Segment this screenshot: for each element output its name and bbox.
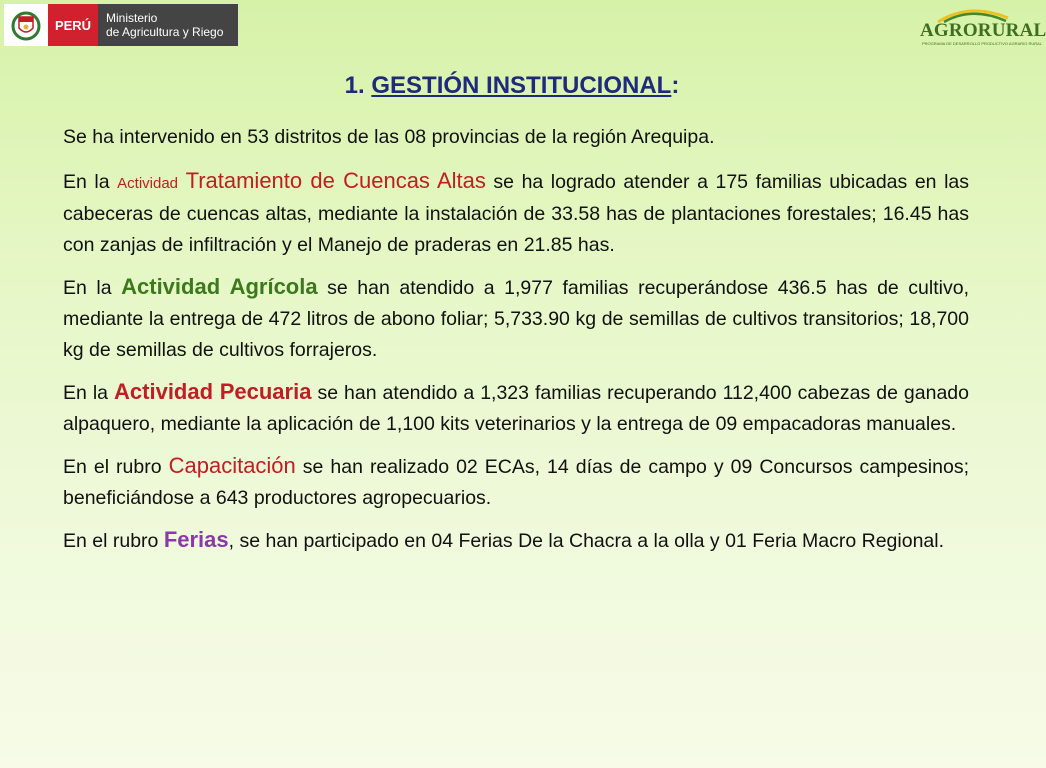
text-run: En la bbox=[63, 382, 115, 404]
agrorural-logo-text: AGRORURAL bbox=[920, 20, 1046, 41]
text-run: se han atendido a 1,323 familias recuperando 112,400 cabezas de ganado alpaquero, mediante la aplicación de 1,100 kits veterinarios y la entrega de 09 empacadoras manuales. bbox=[63, 382, 969, 435]
text-run: , se han participado en 04 Ferias De la Chacra a la olla y 01 Feria Macro Regional. bbox=[228, 530, 945, 552]
keyword-actividad: Actividad bbox=[117, 175, 179, 192]
agrorural-logo bbox=[918, 4, 1046, 48]
paragraph-ferias bbox=[63, 524, 969, 557]
text-run: En la bbox=[63, 171, 118, 193]
title-colon: : bbox=[671, 72, 680, 99]
slide-body bbox=[63, 122, 969, 567]
text-run: se han atendido a 1,977 familias recuperándose 436.5 has de cultivo, mediante la entrega de 472 litros de abono foliar; 5,733.90 kg de semillas de cultivos transitorios; 18,700 kg de semillas de cultivos forrajeros. bbox=[63, 277, 969, 361]
text-run: En el rubro bbox=[63, 530, 164, 552]
title-text: GESTIÓN INSTITUCIONAL bbox=[371, 72, 672, 99]
text-run: En la bbox=[63, 277, 122, 299]
paragraph-pecuaria bbox=[63, 376, 969, 440]
text-run: En el rubro bbox=[63, 456, 169, 478]
paragraph-districts: Se ha intervenido en 53 distritos de las 08 provincias de la región Arequipa. bbox=[63, 126, 715, 148]
ministry-line-2: de Agricultura y Riego bbox=[106, 25, 224, 39]
text-run: se han realizado 02 ECAs, 14 días de campo y 09 Concursos campesinos; beneficiándose a 643 productores agropecuarios. bbox=[63, 456, 970, 509]
keyword-actividad-agricola: Actividad Agrícola bbox=[121, 274, 318, 299]
slide-title bbox=[0, 72, 1024, 100]
paragraph-capacitacion bbox=[63, 450, 969, 514]
ministry-line-1: Ministerio bbox=[106, 11, 158, 25]
keyword-ferias: Ferias bbox=[163, 527, 229, 552]
paragraph-cuencas bbox=[63, 165, 969, 261]
keyword-capacitacion: Capacitación bbox=[168, 453, 296, 478]
peru-shield-icon bbox=[4, 4, 48, 46]
ministry-banner bbox=[4, 4, 238, 46]
keyword-actividad-pecuaria: Actividad Pecuaria bbox=[114, 379, 312, 404]
paragraph-agricola bbox=[63, 271, 969, 366]
title-number: 1. bbox=[344, 72, 372, 99]
text-run: se ha logrado atender a 175 familias ubicadas en las cabeceras de cuencas altas, mediante la instalación de 33.58 has de plantaciones forestales; 16.45 has con zanjas de infiltración y el Manejo de praderas en 21.85 has. bbox=[63, 171, 969, 256]
agrorural-logo-subtitle: PROGRAMA DE DESARROLLO PRODUCTIVO AGRARIO RURAL bbox=[922, 41, 1043, 46]
peru-label: PERÚ bbox=[48, 4, 98, 46]
keyword-tratamiento-cuencas: Tratamiento de Cuencas Altas bbox=[185, 168, 486, 193]
ministry-name bbox=[98, 4, 238, 46]
